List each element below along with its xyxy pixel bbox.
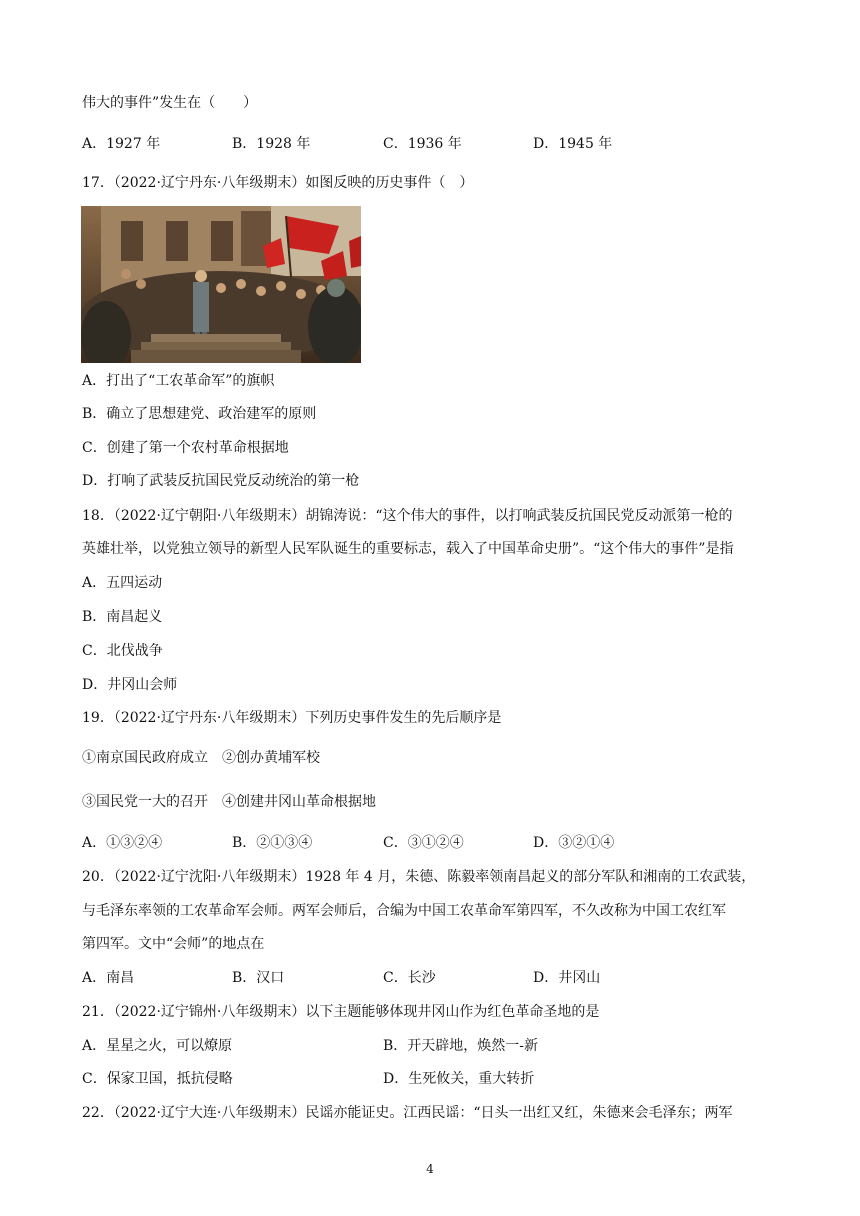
q18-stem-line1: 18．（2022·辽宁朝阳·八年级期末）胡锦涛说：“这个伟大的事件，以打响武装反抗国民党反动派第一枪的 bbox=[82, 508, 733, 524]
history-painting-image bbox=[81, 206, 361, 363]
q21-stem: 21．（2022·辽宁锦州·八年级期末）以下主题能够体现井冈山作为红色革命圣地的是 bbox=[82, 1004, 600, 1020]
q16-option-b: B．1928 年 bbox=[232, 136, 311, 152]
q21-option-d: D．生死攸关，重大转折 bbox=[383, 1071, 535, 1087]
q18-stem-line2: 英雄壮举，以党独立领导的新型人民军队诞生的重要标志，载入了中国革命史册”。“这个伟大的事件”是指 bbox=[82, 541, 734, 557]
q18-option-a: A．五四运动 bbox=[82, 575, 163, 591]
page-number: 4 bbox=[426, 1162, 434, 1176]
q19-items-line2: ③国民党一大的召开 ④创建井冈山革命根据地 bbox=[82, 794, 376, 810]
q20-stem-line1: 20．（2022·辽宁沈阳·八年级期末）1928 年 4 月，朱德、陈毅率领南昌起义的部分军队和湘南的工农武装， bbox=[82, 869, 756, 885]
q20-stem-line3: 第四军。文中“会师”的地点在 bbox=[82, 936, 265, 952]
q19-option-d: D．③②①④ bbox=[533, 835, 615, 851]
q16-option-d: D．1945 年 bbox=[533, 136, 613, 152]
q19-option-a: A．①③②④ bbox=[82, 835, 163, 851]
q20-option-d: D．井冈山 bbox=[533, 970, 601, 986]
q17-option-c: C．创建了第一个农村革命根据地 bbox=[82, 440, 289, 456]
q17-option-d: D．打响了武装反抗国民党反动统治的第一枪 bbox=[82, 473, 360, 489]
q16-option-a: A．1927 年 bbox=[82, 136, 161, 152]
q17-option-a: A．打出了“工农革命军”的旗帜 bbox=[82, 373, 275, 389]
q19-items-line1: ①南京国民政府成立 ②创办黄埔军校 bbox=[82, 750, 320, 766]
q17-stem: 17．（2022·辽宁丹东·八年级期末）如图反映的历史事件（ ） bbox=[82, 175, 474, 191]
q20-option-a: A．南昌 bbox=[82, 970, 135, 986]
q20-stem-line2: 与毛泽东率领的工农革命军会师。两军会师后，合编为中国工农革命军第四军，不久改称为中国工农红军 bbox=[82, 903, 726, 919]
q19-option-b: B．②①③④ bbox=[232, 835, 313, 851]
q19-stem: 19．（2022·辽宁丹东·八年级期末）下列历史事件发生的先后顺序是 bbox=[82, 710, 502, 726]
q19-option-c: C．③①②④ bbox=[383, 835, 464, 851]
q22-stem: 22．（2022·辽宁大连·八年级期末）民谣亦能证史。江西民谣：“日头一出红又红，朱德来会毛泽东；两军 bbox=[82, 1105, 733, 1121]
q18-option-c: C．北伐战争 bbox=[82, 643, 163, 659]
q20-option-b: B．汉口 bbox=[232, 970, 285, 986]
q21-option-c: C．保家卫国，抵抗侵略 bbox=[82, 1071, 233, 1087]
q21-option-a: A．星星之火，可以燎原 bbox=[82, 1038, 233, 1054]
q18-option-d: D．井冈山会师 bbox=[82, 677, 178, 693]
q16-option-c: C．1936 年 bbox=[383, 136, 462, 152]
q21-option-b: B．开天辟地，焕然一-新 bbox=[383, 1038, 539, 1054]
q16-stem-tail: 伟大的事件”发生在（ ） bbox=[82, 95, 258, 111]
q17-option-b: B．确立了思想建党、政治建军的原则 bbox=[82, 406, 317, 422]
q18-option-b: B．南昌起义 bbox=[82, 609, 163, 625]
q20-option-c: C．长沙 bbox=[383, 970, 436, 986]
